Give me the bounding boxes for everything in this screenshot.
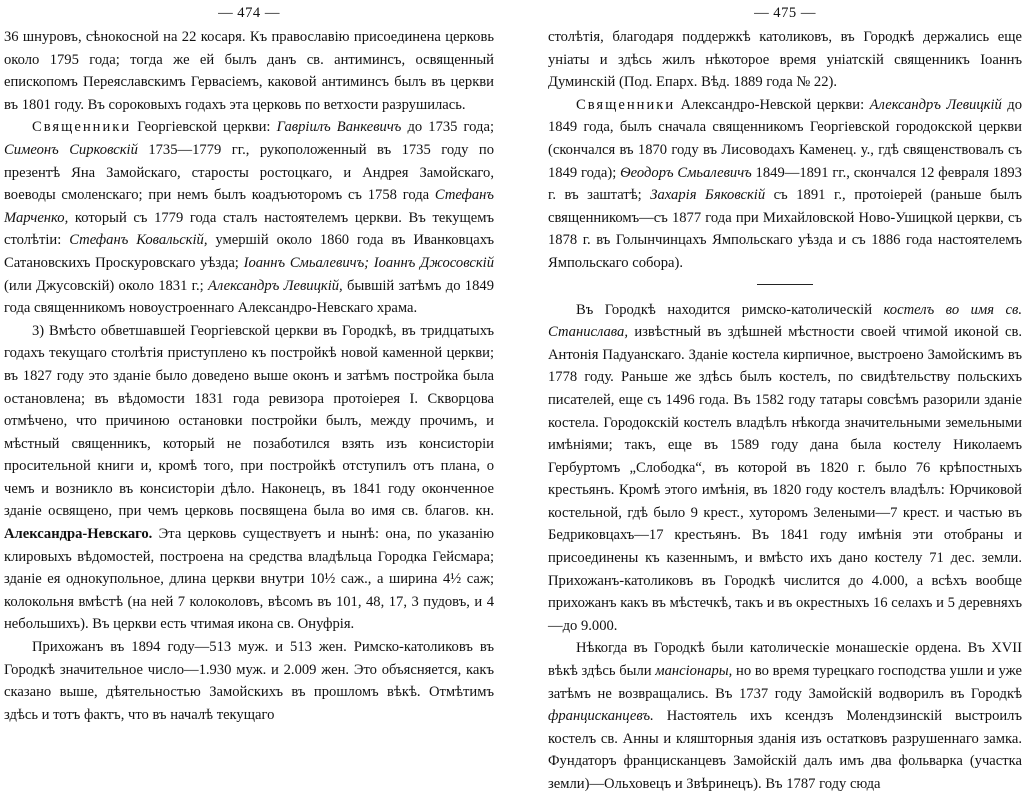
paragraph — [4, 116, 494, 319]
text-run: бывшій затѣмъ до 1849 года священникомъ новоустроеннаго Александро-Невскаго храма. — [4, 277, 494, 317]
text-run: 1849—1891 гг., скончался 12 февраля 1893 г. въ заштатѣ; — [548, 164, 1022, 204]
spaced-run: Священники — [576, 96, 676, 113]
paragraph — [4, 636, 494, 726]
text-run: Александро-Невской церкви: — [675, 96, 870, 113]
page-number: — 475 — — [754, 5, 816, 21]
text-run: Нѣкогда въ Городкѣ были католическіе монашескіе ордена. Въ XVII вѣкѣ здѣсь были — [548, 640, 1022, 680]
italic-run: Стефанъ Марченко, — [4, 187, 494, 226]
text-run: Въ Городкѣ находится римско-католическій — [576, 301, 884, 318]
italic-run: Симеонъ Сирковскій — [4, 141, 138, 158]
spaced-run: Священники — [32, 119, 132, 136]
italic-run: Стефанъ Ковальскій, — [69, 232, 208, 249]
text-run: съ 1891 г., протоіерей (раньше былъ священникомъ—съ 1877 года при Михайловской Ново-Ушицкой церкви, съ 1878 г. въ Голынчинцахъ Ямпольскаго уѣзда и съ 1886 года настоятелемъ Ямпольскаго собора). — [548, 187, 1023, 271]
text-run: извѣстный въ здѣшней мѣстности своей чтимой иконой св. Антонія Падуанскаго. Зданіе костела кирпичное, выстроено Замойскимъ въ 1778 году. Раньше же здѣсь былъ костелъ, по свидѣтельству польскихъ писателей, еще съ 1496 года. Въ 1582 году татары совсѣмъ разорили зданіе костела. Городокскій костелъ владѣлъ нѣкогда значительными земельными имѣніями; такъ, еще въ 1589 году дана была костелу Николаемъ Гербуртомъ „Слободка“, въ которой въ 1820 г. было 76 крѣпостныхъ крестьянъ. Кромѣ этого имѣнія, въ 1820 году костелъ владѣлъ: Юрчиковой костельной, гдѣ было 9 крест., хуторомъ Зелеными—7 крест. и частью въ Бедриковцахъ—17 крестьянъ. Въ 1841 году имѣнія эти отобраны и присоединены къ казеннымъ, и вмѣсто ихъ дано костелу 71 дес. земли. Прихожанъ-католиковъ въ Городкѣ числится до 4.000, а всѣхъ вообще прихожанъ какъ въ мѣстечкѣ, такъ и въ окрестныхъ 16 селахъ и 5 деревняхъ—до 9.000. — [548, 324, 1022, 634]
text-run: Настоятель ихъ ксендзъ Молендзинскій выстроилъ костелъ св. Анны и кляшторныя зданія изъ остатковъ разрушеннаго замка. Фундаторъ францисканцевъ Замойскій далъ имъ два фольварка (участка земли)—Ольховецъ и Звѣринецъ). Въ 1787 году сюда — [548, 708, 1022, 792]
page-number: — 474 — — [218, 5, 280, 21]
italic-run: францисканцевъ. — [548, 708, 654, 725]
italic-run: костелъ во имя св. Станислава, — [548, 301, 1022, 341]
text-run: который съ 1779 года сталъ настоятелемъ церкви. Въ текущемъ столѣтіи: — [4, 209, 494, 249]
paragraph — [548, 637, 1022, 795]
italic-run: Захарія Бяковскій — [650, 187, 766, 204]
text-run: 1735—1779 гг., рукоположенный въ 1735 году по презентѣ Яна Замойскаго, старосты ростоцкаго, и Андрея Замойскаго, воеводы смоленскаго; при немъ былъ коадъюторомъ съ 1758 года — [4, 141, 494, 204]
italic-run: Александръ Левицкій, — [208, 277, 343, 294]
italic-run: Гавріилъ Ванкевичъ — [276, 119, 402, 136]
text-run: Георгіевской церкви: — [131, 119, 277, 136]
italic-run: Іоаннъ Смьалевичъ; Іоаннъ Джосовскій — [243, 254, 494, 271]
bold-run: Александра-Невскаго. — [4, 526, 153, 543]
right-page — [548, 0, 1023, 792]
text-run: столѣтія, благодаря поддержкѣ католиковъ, въ Городкѣ держались еще уніаты и здѣсь жилъ нѣкоторое время уніатскій священникъ Іоаннъ Думинскій (Под. Епарх. Вѣд. 1889 года № 22). — [548, 29, 1022, 91]
paragraph — [548, 94, 1022, 275]
text-run: до 1735 года; — [401, 119, 495, 136]
paragraph — [548, 26, 1022, 94]
text-run: до 1849 года, былъ сначала священникомъ Георгіевской городокской церкви (скончался въ 1870 году въ Лисоводахъ Каменец. у., гдѣ священствовалъ съ 1849 года); — [548, 96, 1022, 181]
italic-run: Ѳеодоръ Смьалевичъ — [620, 164, 752, 181]
section-divider — [757, 284, 813, 285]
italic-run: мансіонары, — [655, 663, 733, 680]
text-run: умершій около 1860 года въ Иванковцахъ Сатановскихъ Проскуровскаго уѣзда; — [4, 232, 494, 271]
text-run: но во время турецкаго господства ушли и уже затѣмъ не возвращались. Въ 1737 году Замойскій водворилъ въ Городкѣ — [548, 663, 1022, 702]
paragraph — [548, 299, 1022, 638]
text-run: 3) Вмѣсто обветшавшей Георгіевской церкви въ Городкѣ, въ тридцатыхъ годахъ текущаго столѣтія приступлено къ постройкѣ новой каменной церкви; въ 1827 году это зданіе было доведено выше оконъ и затѣмъ постройка была остановлена; въ вѣдомости 1831 года ревизора протоіерея І. Скворцова отмѣчено, что причиною остановки постройки былъ, между прочимъ, и мѣстный священникъ, который не позаботился взять изъ консисторіи просительной книги и, кромѣ того, при постройкѣ отступилъ отъ плана, о чемъ и возникло въ консисторіи дѣло. Наконецъ, въ 1841 году оконченное зданіе освящено, при чемъ церковь посвящена была во имя св. благов. кн. — [4, 322, 494, 520]
text-run: (или Джусовскій) около 1831 г.; — [4, 277, 209, 294]
text-run: Прихожанъ въ 1894 году—513 муж. и 513 жен. Римско-католиковъ въ Городкѣ значительное число—1.930 муж. и 2.009 жен. Это объясняется, какъ сказано выше, дѣятельностью Замойскихъ въ прошломъ вѣкѣ. Отмѣтимъ здѣсь и тотъ фактъ, что въ началѣ текущаго — [4, 639, 494, 723]
text-run: Эта церковь существуетъ и нынѣ: она, по указанію клировыхъ вѣдомостей, построена на средства владѣльца Городка Гейсмара; зданіе ея однокупольное, длина церкви внутри 10½ саж., а ширина 4½ саж; колокольня вмѣстѣ (на ней 7 колоколовъ, вѣсомъ въ 101, 48, 17, 3 пудовъ, и 4 небольшихъ). Въ церкви есть чтимая икона св. Онуфрія. — [4, 526, 494, 633]
italic-run: Александръ Левицкій — [869, 96, 1002, 113]
left-page — [4, 0, 494, 754]
paragraph — [4, 26, 494, 116]
text-run: 36 шнуровъ, сѣнокосной на 22 косаря. Къ православію присоединена церковь около 1795 года; тогда же ей былъ данъ св. антиминсъ, освященный епископомъ Переяславскимъ Гервасіемъ, каковой антиминсъ былъ въ церкви въ 1801 году. Въ сороковыхъ годахъ эта церковь по ветхости разрушилась. — [4, 29, 494, 113]
paragraph — [4, 320, 494, 636]
